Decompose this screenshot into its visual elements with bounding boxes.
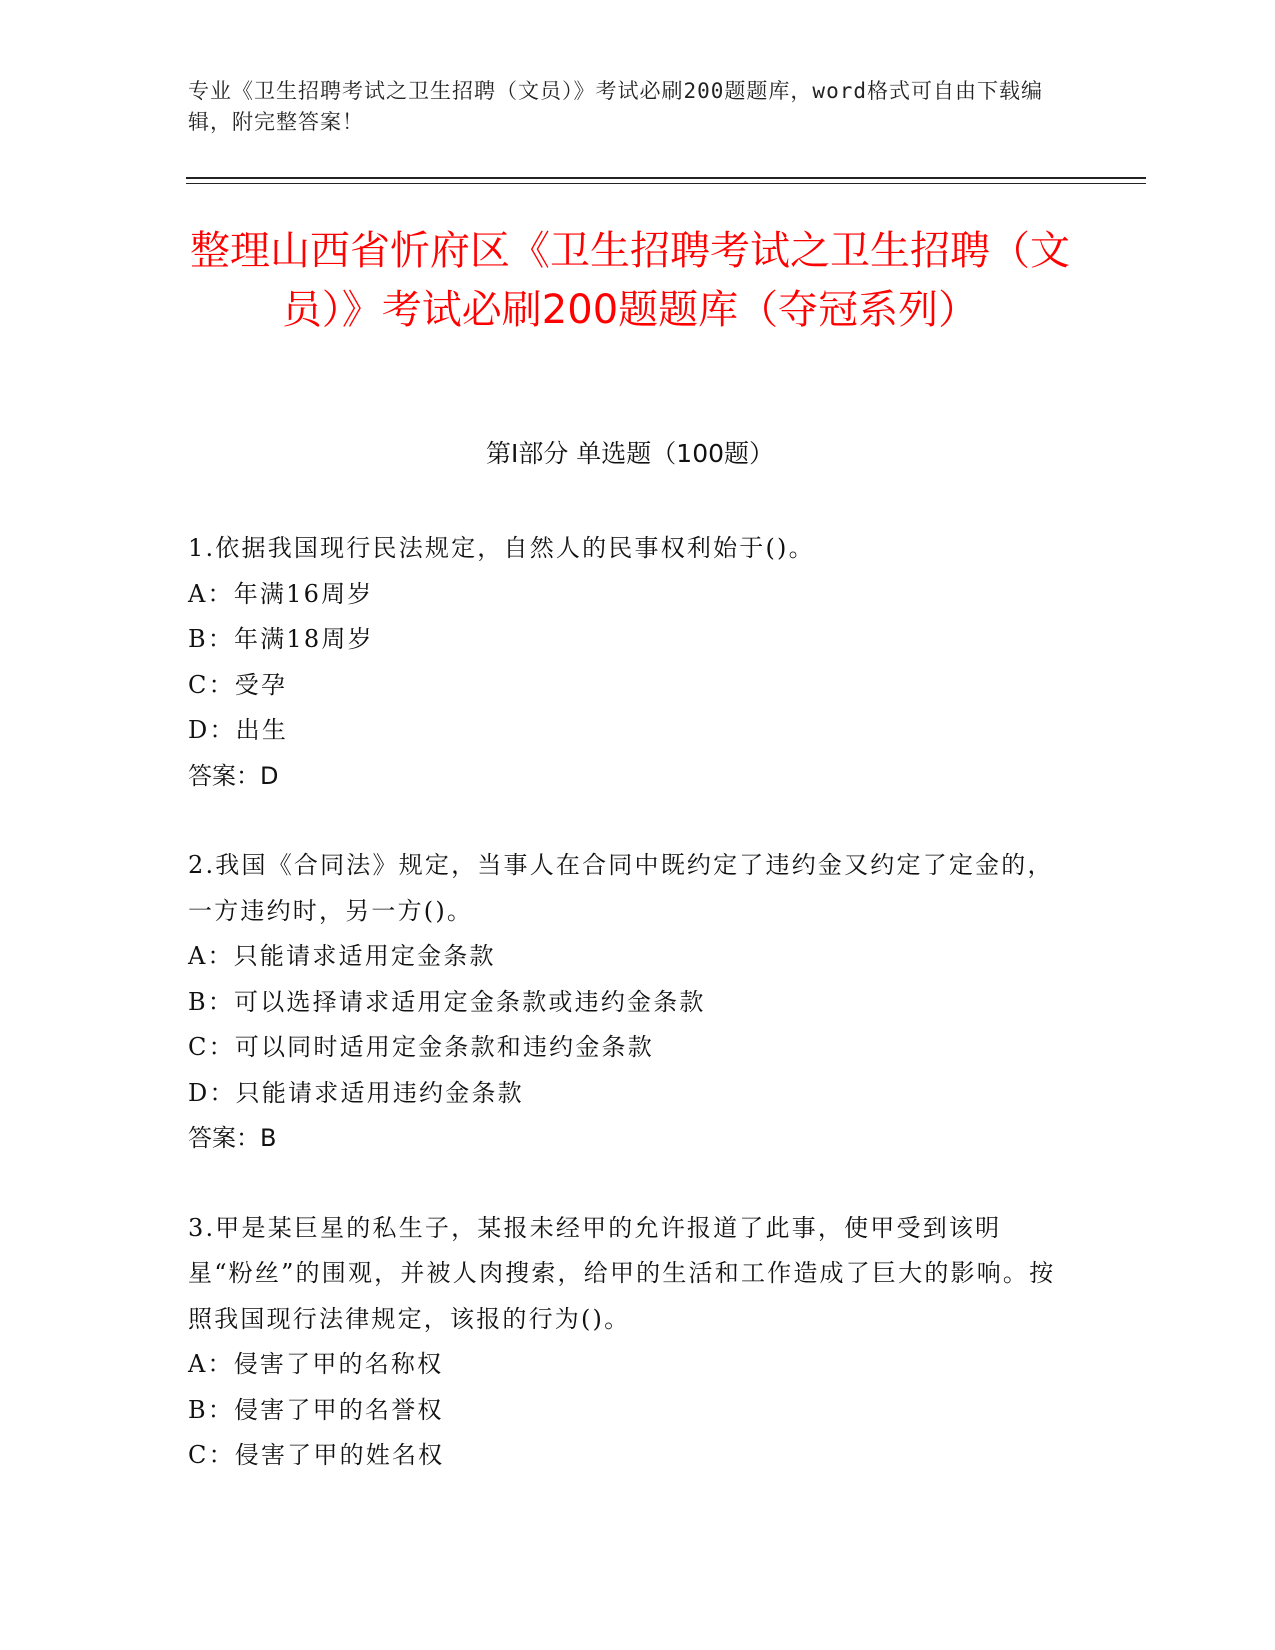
option-d: D：出生 xyxy=(188,716,289,744)
question-2 xyxy=(188,843,1068,1162)
option-c: C：受孕 xyxy=(188,670,288,699)
option-c: C：可以同时适用定金条款和违约金条款 xyxy=(188,1033,654,1061)
option-b: B：侵害了甲的名誉权 xyxy=(188,1395,444,1424)
question-stem: 1.依据我国现行民法规定，自然人的民事权利始于()。 xyxy=(188,534,815,562)
document-title: 整理山西省忻府区《卫生招聘考试之卫生招聘（文员）》考试必刷200题题库（夺冠系列） xyxy=(190,228,1070,333)
option-a: A：只能请求适用定金条款 xyxy=(188,942,496,970)
option-a: A：侵害了甲的名称权 xyxy=(188,1350,444,1378)
question-3 xyxy=(188,1206,1068,1479)
option-b: B：年满18周岁 xyxy=(188,625,374,653)
header-divider-thick xyxy=(186,177,1146,179)
header-note: 专业《卫生招聘考试之卫生招聘（文员）》考试必刷200题题库，word格式可自由下载编辑，附完整答案！ xyxy=(188,79,1043,134)
option-a: A：年满16周岁 xyxy=(188,579,374,608)
question-stem: 2.我国《合同法》规定，当事人在合同中既约定了违约金又约定了定金的，一方违约时，另一方()。 xyxy=(188,851,1054,925)
option-c: C：侵害了甲的姓名权 xyxy=(188,1441,445,1469)
question-stem: 3.甲是某巨星的私生子，某报未经甲的允许报道了此事，使甲受到该明星“粉丝”的围观，并被人肉搜索，给甲的生活和工作造成了巨大的影响。按照我国现行法律规定，该报的行为()。 xyxy=(188,1213,1056,1333)
option-b: B：可以选择请求适用定金条款或违约金条款 xyxy=(188,987,706,1016)
header-divider-thin xyxy=(186,183,1146,184)
answer: 答案：B xyxy=(188,1124,277,1152)
question-list xyxy=(188,526,1068,1523)
question-1 xyxy=(188,526,1068,799)
section-title: 第I部分 单选题（100题） xyxy=(485,439,775,468)
option-d: D：只能请求适用违约金条款 xyxy=(188,1078,524,1107)
answer: 答案：D xyxy=(188,761,279,790)
